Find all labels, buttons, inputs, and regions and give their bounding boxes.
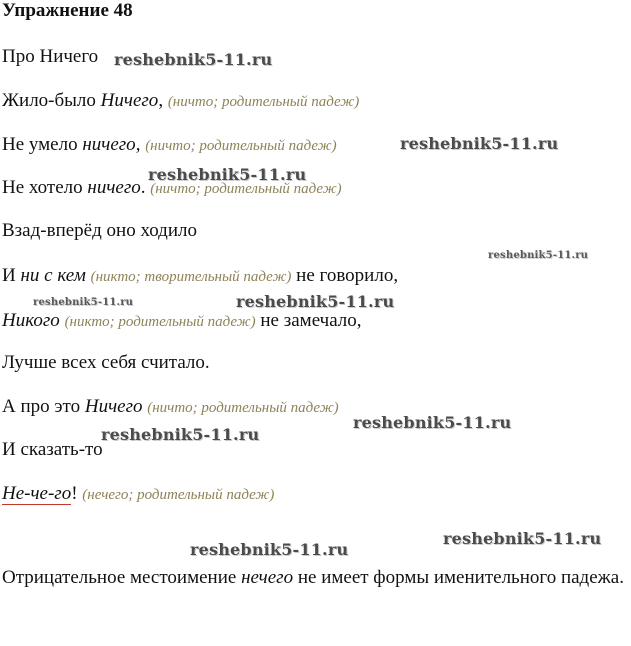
line-text: Не хотело: [2, 177, 88, 198]
pronoun-word: Ничего: [84, 396, 143, 417]
line-text-end: не говорило,: [291, 265, 399, 286]
grammar-note: (ничто; родительный падеж): [167, 94, 360, 110]
punctuation: ,: [158, 90, 164, 111]
pronoun-word: ничего: [82, 134, 136, 155]
watermark: reshebnik5-11.ru: [33, 297, 134, 308]
poem-title-line: [2, 46, 98, 68]
pronoun-word: ничего: [87, 177, 141, 198]
grammar-note: (ничто; родительный падеж): [145, 138, 337, 154]
poem-line-7: [2, 310, 362, 333]
conclusion-text: Отрицательное местоимение: [2, 567, 242, 588]
pronoun-word: Не-че-го: [2, 483, 72, 504]
poem-line-9: [2, 396, 339, 419]
poem-line-11: [2, 483, 274, 506]
punctuation: !: [71, 483, 78, 504]
poem-line-8: [2, 352, 210, 374]
watermark: reshebnik5-11.ru: [488, 250, 589, 261]
watermark: reshebnik5-11.ru: [236, 292, 395, 311]
grammar-note: (нечего; родительный падеж): [82, 487, 275, 503]
watermark: reshebnik5-11.ru: [353, 413, 512, 432]
line-text-end: не замечало,: [255, 310, 362, 331]
punctuation: .: [140, 177, 146, 198]
grammar-note: (никто; родительный падеж): [64, 314, 256, 330]
grammar-note: (ничто; родительный падеж): [150, 181, 342, 197]
watermark: reshebnik5-11.ru: [114, 50, 273, 69]
pronoun-word: Ничего: [100, 90, 159, 111]
watermark: reshebnik5-11.ru: [400, 134, 559, 153]
grammar-note: (никто; творительный падеж): [90, 269, 292, 285]
watermark: reshebnik5-11.ru: [148, 165, 307, 184]
punctuation: ,: [135, 134, 141, 155]
line-text: Взад-вперёд оно ходило: [2, 220, 197, 241]
poem-line-2: [2, 90, 359, 113]
poem-line-10: [2, 439, 103, 461]
pronoun-word: Никого: [2, 310, 60, 331]
poem-line-3: [2, 134, 337, 157]
grammar-note: (ничто; родительный падеж): [147, 400, 339, 416]
poem-line-5: [2, 220, 197, 242]
pronoun-word: ни с кем: [20, 265, 86, 286]
watermark: reshebnik5-11.ru: [101, 425, 260, 444]
line-text: И: [2, 265, 21, 286]
line-text: Жило-было: [2, 90, 101, 111]
line-text: А про это: [2, 396, 85, 417]
poem-line-6: [2, 265, 398, 288]
line-text: Лучше всех себя считало.: [2, 352, 210, 373]
exercise-title: Упражнение 48: [2, 0, 133, 21]
watermark: reshebnik5-11.ru: [443, 529, 602, 548]
watermark: reshebnik5-11.ru: [190, 540, 349, 559]
line-text: И сказать-то: [2, 439, 103, 460]
line-text: Не умело: [2, 134, 83, 155]
conclusion-paragraph: [2, 563, 630, 593]
pronoun-word: нечего: [241, 567, 294, 588]
poem-title: Про Ничего: [2, 46, 99, 67]
conclusion-text-end: не имеет формы именительного падежа.: [293, 567, 624, 588]
